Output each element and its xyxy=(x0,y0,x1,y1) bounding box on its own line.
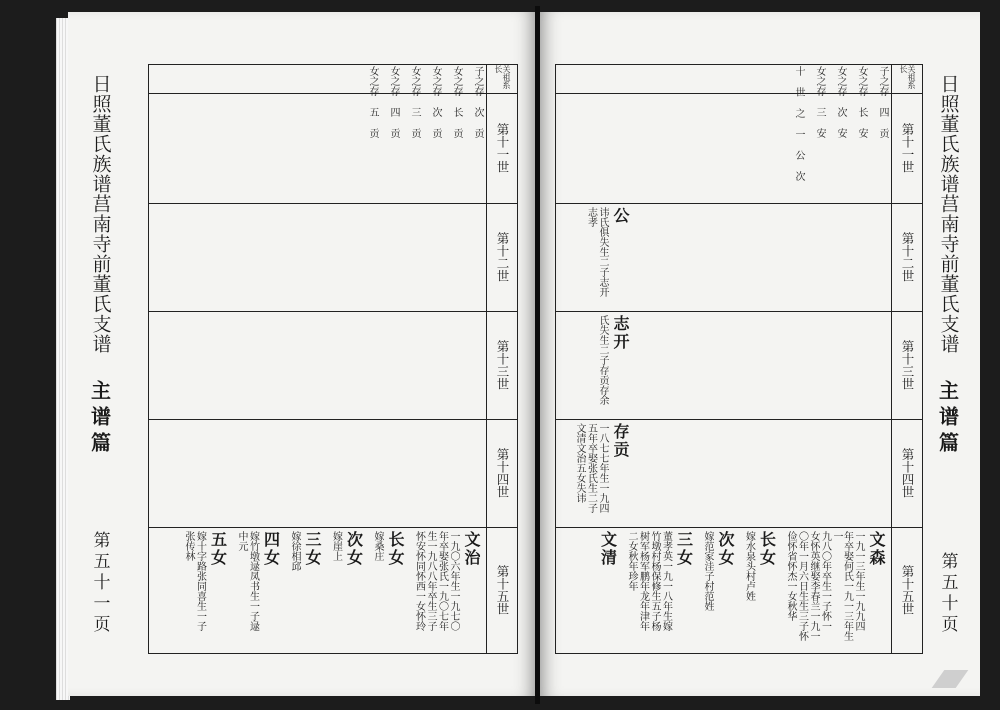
left-genealogy-grid xyxy=(148,64,518,654)
person-description xyxy=(743,531,754,648)
person-name: 次女 xyxy=(716,531,735,567)
right-genealogy-grid xyxy=(555,64,923,654)
description-line: 董孝英一九一八年生嫁 xyxy=(660,531,672,631)
header-cell: 女之存 长 贡 xyxy=(451,66,462,138)
description-line: 志孝 xyxy=(585,207,597,227)
person-entry xyxy=(330,531,366,648)
description-line: 一九〇六年生一九七〇 xyxy=(448,531,459,631)
person-entry xyxy=(785,531,889,648)
generation-label: 第十三世 xyxy=(495,340,510,390)
description-line: 竹墩村杨保修生五子杨 xyxy=(649,531,660,631)
description-line: 年卒娶何氏一九一三年生一 xyxy=(831,531,853,641)
person-entry xyxy=(413,531,483,648)
generation-label: 第十二世 xyxy=(495,232,510,282)
person-name: 四女 xyxy=(261,531,281,567)
gen-row-14 xyxy=(149,419,517,528)
header-cell: 子之存 四 贡 xyxy=(877,66,888,138)
person-description xyxy=(372,531,383,648)
header-row xyxy=(149,65,517,138)
page-corner xyxy=(932,670,969,688)
header-cell: 女之存 三 贡 xyxy=(409,66,420,138)
person-entry xyxy=(574,423,633,523)
description-line: 年卒娶张氏一九〇七年 xyxy=(436,531,448,631)
section-title: 主谱篇 xyxy=(87,380,112,458)
description-line: 〇年一月六日生生三子怀 xyxy=(796,531,808,641)
gen-row-13 xyxy=(556,311,922,420)
person-name: 文森 xyxy=(867,531,886,567)
relation-header: 关祖系长 xyxy=(899,65,916,89)
description-line: 张传林 xyxy=(183,531,194,561)
generation-label: 第十二世 xyxy=(900,232,915,282)
header-cell: 女之存 五 贡 xyxy=(367,66,378,138)
person-entry xyxy=(236,531,283,648)
person-description xyxy=(626,531,671,648)
gen-row-13 xyxy=(149,311,517,420)
person-name: 志开 xyxy=(611,315,630,351)
right-page xyxy=(540,12,980,696)
description-line: 树军杨军鹏年龙年津年 xyxy=(637,531,649,631)
generation-label: 第十四世 xyxy=(900,448,915,498)
left-sidebar xyxy=(82,74,118,636)
description-line: 俭怀省怀杰一女秋华 xyxy=(785,531,796,621)
header-cell: 十 世 之 一 公 次 xyxy=(793,66,804,181)
gen-row-11 xyxy=(149,93,517,204)
description-line: 一九一三年生一九九四 xyxy=(853,531,864,631)
person-entry xyxy=(595,531,620,648)
book-title: 日照董氏族谱莒南寺前董氏支谱 xyxy=(89,74,112,354)
person-entry xyxy=(702,531,738,648)
relation-header: 关祖系长 xyxy=(494,65,511,89)
header-cell: 女之存 次 安 xyxy=(835,66,846,138)
person-entry xyxy=(597,315,633,415)
generation-label: 第十三世 xyxy=(900,340,915,390)
header-cell: 女之存 次 贡 xyxy=(430,66,441,138)
person-name: 存贡 xyxy=(611,423,630,459)
description-line: 嫁范家洼子村范姓 xyxy=(702,531,713,611)
person-entry xyxy=(372,531,408,648)
right-sidebar xyxy=(930,74,966,636)
person-entry xyxy=(626,531,696,648)
gen-row-15 xyxy=(149,527,517,652)
description-line: 怀安怀同怀西一女怀玲 xyxy=(413,531,425,631)
page-number: 第五十一页 xyxy=(89,531,110,636)
gen-row-12 xyxy=(556,203,922,312)
person-description xyxy=(330,531,341,648)
person-entry xyxy=(585,207,632,307)
description-line: 中元 xyxy=(236,531,247,551)
person-name: 长女 xyxy=(386,531,405,567)
description-line: 嫁桑庄 xyxy=(372,531,383,561)
person-entry xyxy=(289,531,325,648)
page-number: 第五十页 xyxy=(937,552,958,636)
header-cell: 女之存 三 安 xyxy=(814,66,825,138)
person-name: 长女 xyxy=(757,531,777,567)
gen-row-11 xyxy=(556,93,922,204)
gen-row-14 xyxy=(556,419,922,528)
description-line: 氏失生二子存贡存余 xyxy=(597,315,608,405)
description-line: 嫁竹墩逯凤书生一子逯 xyxy=(247,531,259,631)
description-line: 二女秋年珍年 xyxy=(626,531,637,591)
person-description xyxy=(585,207,607,307)
person-name: 五女 xyxy=(208,531,228,567)
generation-label: 第十五世 xyxy=(495,564,510,615)
header-cell: 女之存 长 安 xyxy=(856,66,867,138)
person-description xyxy=(597,315,608,415)
description-line: 五年卒娶张氏生二子 xyxy=(585,423,597,513)
description-line: 生一九八八年卒生三子 xyxy=(425,531,436,631)
person-description xyxy=(289,531,300,648)
description-line: 九八〇年卒生一子怀一 xyxy=(819,531,831,631)
description-line: 讳氏俱失生二子志开 xyxy=(597,207,608,297)
generation-label: 第十四世 xyxy=(495,448,510,498)
person-name: 文清 xyxy=(598,531,618,567)
gen-row-12 xyxy=(149,203,517,312)
person-name: 次女 xyxy=(344,531,364,567)
description-line: 嫁十字路张同喜生一子 xyxy=(194,531,206,631)
person-description xyxy=(574,423,608,523)
person-name: 三女 xyxy=(303,531,322,567)
description-line: 一八七七年生一九四 xyxy=(597,423,608,513)
generation-label: 第十一世 xyxy=(495,123,510,173)
generation-label: 第十五世 xyxy=(900,564,915,615)
person-description xyxy=(236,531,258,648)
header-cell: 女之存 四 贡 xyxy=(388,66,399,138)
header-cell: 子之存 次 贡 xyxy=(472,66,483,138)
left-page xyxy=(68,12,535,696)
description-line: 文清文治五女失讳 xyxy=(574,423,585,503)
person-entry xyxy=(743,531,779,648)
person-entry xyxy=(183,531,230,648)
section-title: 主谱篇 xyxy=(935,380,960,458)
person-name: 公 xyxy=(611,207,630,225)
gen-row-15 xyxy=(556,527,922,652)
description-line: 嫁崖上 xyxy=(330,531,342,561)
person-name: 文治 xyxy=(462,531,481,567)
description-line: 嫁徐相邱 xyxy=(289,531,300,571)
description-line: 嫁水泉头村卢姓 xyxy=(743,531,755,601)
person-description xyxy=(785,531,864,648)
book-title: 日照董氏族谱莒南寺前董氏支谱 xyxy=(937,74,960,354)
person-description xyxy=(183,531,205,648)
generation-label: 第十一世 xyxy=(900,123,915,173)
description-line: 女怀英继娶李春兰一九一 xyxy=(808,531,819,641)
person-description xyxy=(702,531,713,648)
person-description xyxy=(413,531,458,648)
person-name: 三女 xyxy=(674,531,694,567)
